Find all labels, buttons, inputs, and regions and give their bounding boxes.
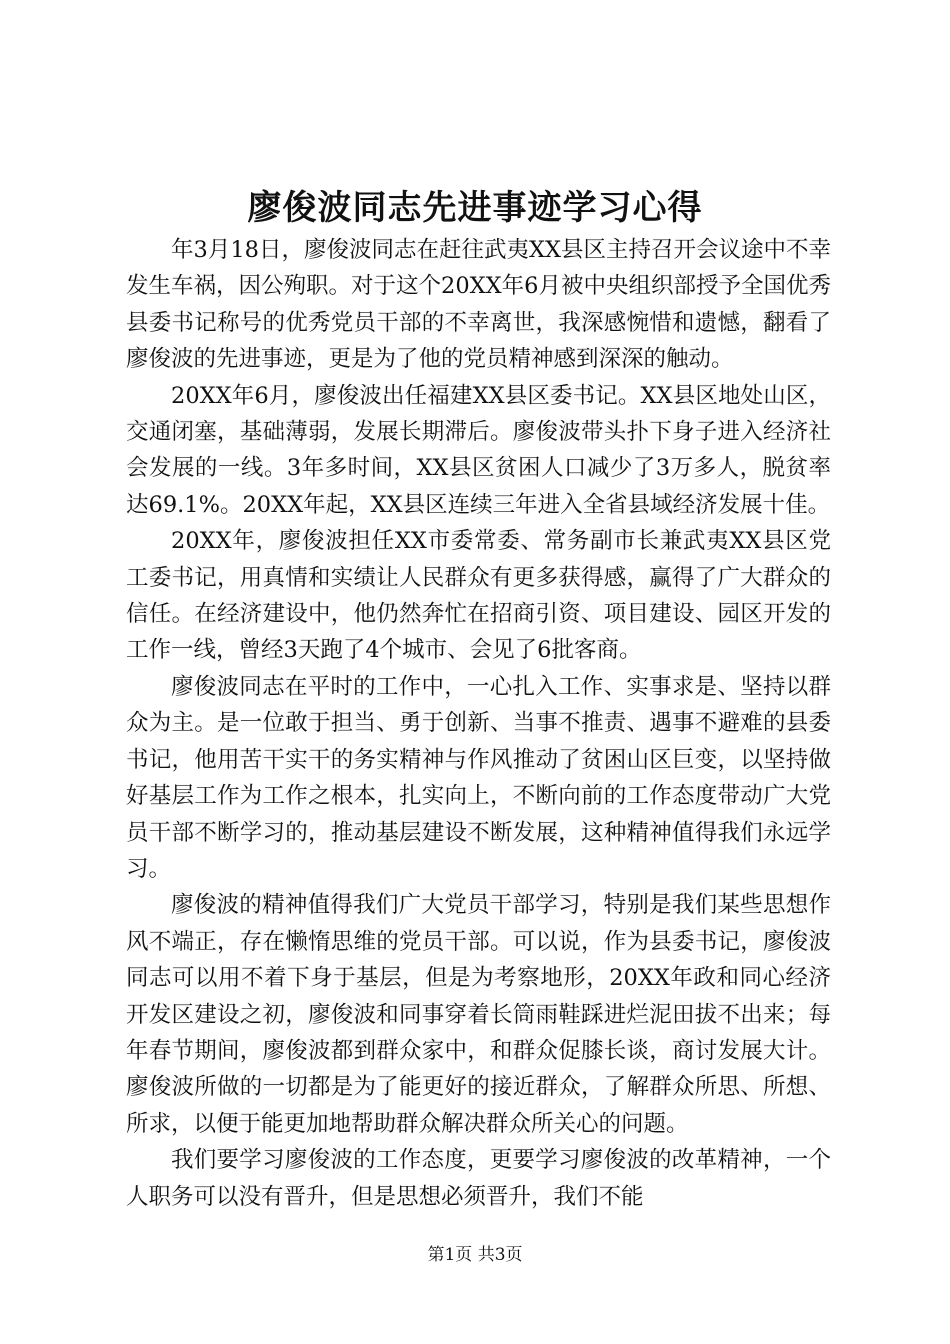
paragraph: 廖俊波的精神值得我们广大党员干部学习，特别是我们某些思想作风不端正，存在懒惰思维的党员干部。可以说，作为县委书记，廖俊波同志可以用不着下身于基层，但是为考察地形，20XX年政和同心经济开发区建设之初，廖俊波和同事穿着长筒雨鞋踩进烂泥田拔不出来；每年春节期间，廖俊波都到群众家中，和群众促膝长谈，商讨发展大计。廖俊波所做的一切都是为了能更好的接近群众，了解群众所思、所想、所求，以便于能更加地帮助群众解决群众所关心的问题。 bbox=[126, 892, 831, 1137]
page-footer: 第1页 共3页 bbox=[427, 1245, 523, 1265]
paragraph: 20XX年6月，廖俊波出任福建XX县区委书记。XX县区地处山区，交通闭塞，基础薄弱，发展长期滞后。廖俊波带头扑下身子进入经济社会发展的一线。3年多时间，XX县区贫困人口减少了3万多人，脱贫率达69.1%。20XX年起，XX县区连续三年进入全省县域经济发展十佳。 bbox=[126, 382, 831, 518]
paragraph: 20XX年，廖俊波担任XX市委常委、常务副市长兼武夷XX县区党工委书记，用真情和实绩让人民群众有更多获得感，赢得了广大群众的信任。在经济建设中，他仍然奔忙在招商引资、项目建设、园区开发的工作一线，曾经3天跑了4个城市、会见了6批客商。 bbox=[126, 528, 831, 664]
document-body bbox=[126, 232, 831, 1215]
document-title: 廖俊波同志先进事迹学习心得 bbox=[247, 188, 703, 228]
paragraph: 我们要学习廖俊波的工作态度，更要学习廖俊波的改革精神，一个人职务可以没有晋升，但是思想必须晋升，我们不能 bbox=[126, 1147, 831, 1210]
paragraph: 年3月18日，廖俊波同志在赶往武夷XX县区主持召开会议途中不幸发生车祸，因公殉职。对于这个20XX年6月被中央组织部授予全国优秀县委书记称号的优秀党员干部的不幸离世，我深感惋惜和遗憾，翻看了廖俊波的先进事迹，更是为了他的党员精神感到深深的触动。 bbox=[126, 237, 831, 373]
paragraph: 廖俊波同志在平时的工作中，一心扎入工作、实事求是、坚持以群众为主。是一位敢于担当、勇于创新、当事不推责、遇事不避难的县委书记，他用苦干实干的务实精神与作风推动了贫困山区巨变，以坚持做好基层工作为工作之根本，扎实向上，不断向前的工作态度带动广大党员干部不断学习的，推动基层建设不断发展，这种精神值得我们永远学习。 bbox=[126, 673, 831, 882]
